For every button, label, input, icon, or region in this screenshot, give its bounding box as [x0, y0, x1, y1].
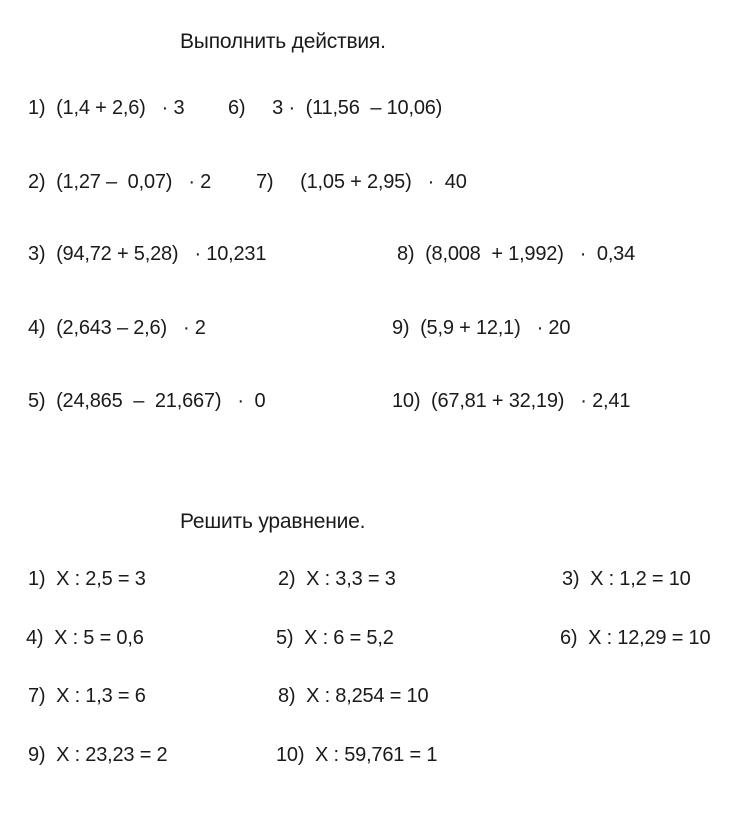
- section2-title: Решить уравнение.: [180, 510, 366, 533]
- task-4: 4) (2,643 – 2,6) · 2: [28, 317, 206, 339]
- equation-8: 8) X : 8,254 = 10: [278, 685, 429, 707]
- task-5: 5) (24,865 – 21,667) · 0: [28, 390, 266, 412]
- equation-1: 1) X : 2,5 = 3: [28, 568, 146, 590]
- task-6: 6) 3 · (11,56 – 10,06): [228, 97, 443, 119]
- equation-2: 2) X : 3,3 = 3: [278, 568, 396, 590]
- equation-9: 9) X : 23,23 = 2: [28, 744, 168, 766]
- equation-10: 10) X : 59,761 = 1: [276, 744, 438, 766]
- equation-6: 6) X : 12,29 = 10: [560, 627, 711, 649]
- task-8: 8) (8,008 + 1,992) · 0,34: [397, 243, 636, 265]
- equation-7: 7) X : 1,3 = 6: [28, 685, 146, 707]
- task-10: 10) (67,81 + 32,19) · 2,41: [392, 390, 631, 412]
- equation-4: 4) X : 5 = 0,6: [26, 627, 144, 649]
- section1-title: Выполнить действия.: [180, 30, 386, 53]
- task-1: 1) (1,4 + 2,6) · 3: [28, 97, 185, 119]
- task-7: 7) (1,05 + 2,95) · 40: [256, 171, 467, 193]
- equation-3: 3) X : 1,2 = 10: [562, 568, 691, 590]
- task-2: 2) (1,27 – 0,07) · 2: [28, 171, 212, 193]
- task-9: 9) (5,9 + 12,1) · 20: [392, 317, 571, 339]
- task-3: 3) (94,72 + 5,28) · 10,231: [28, 243, 267, 265]
- equation-5: 5) X : 6 = 5,2: [276, 627, 394, 649]
